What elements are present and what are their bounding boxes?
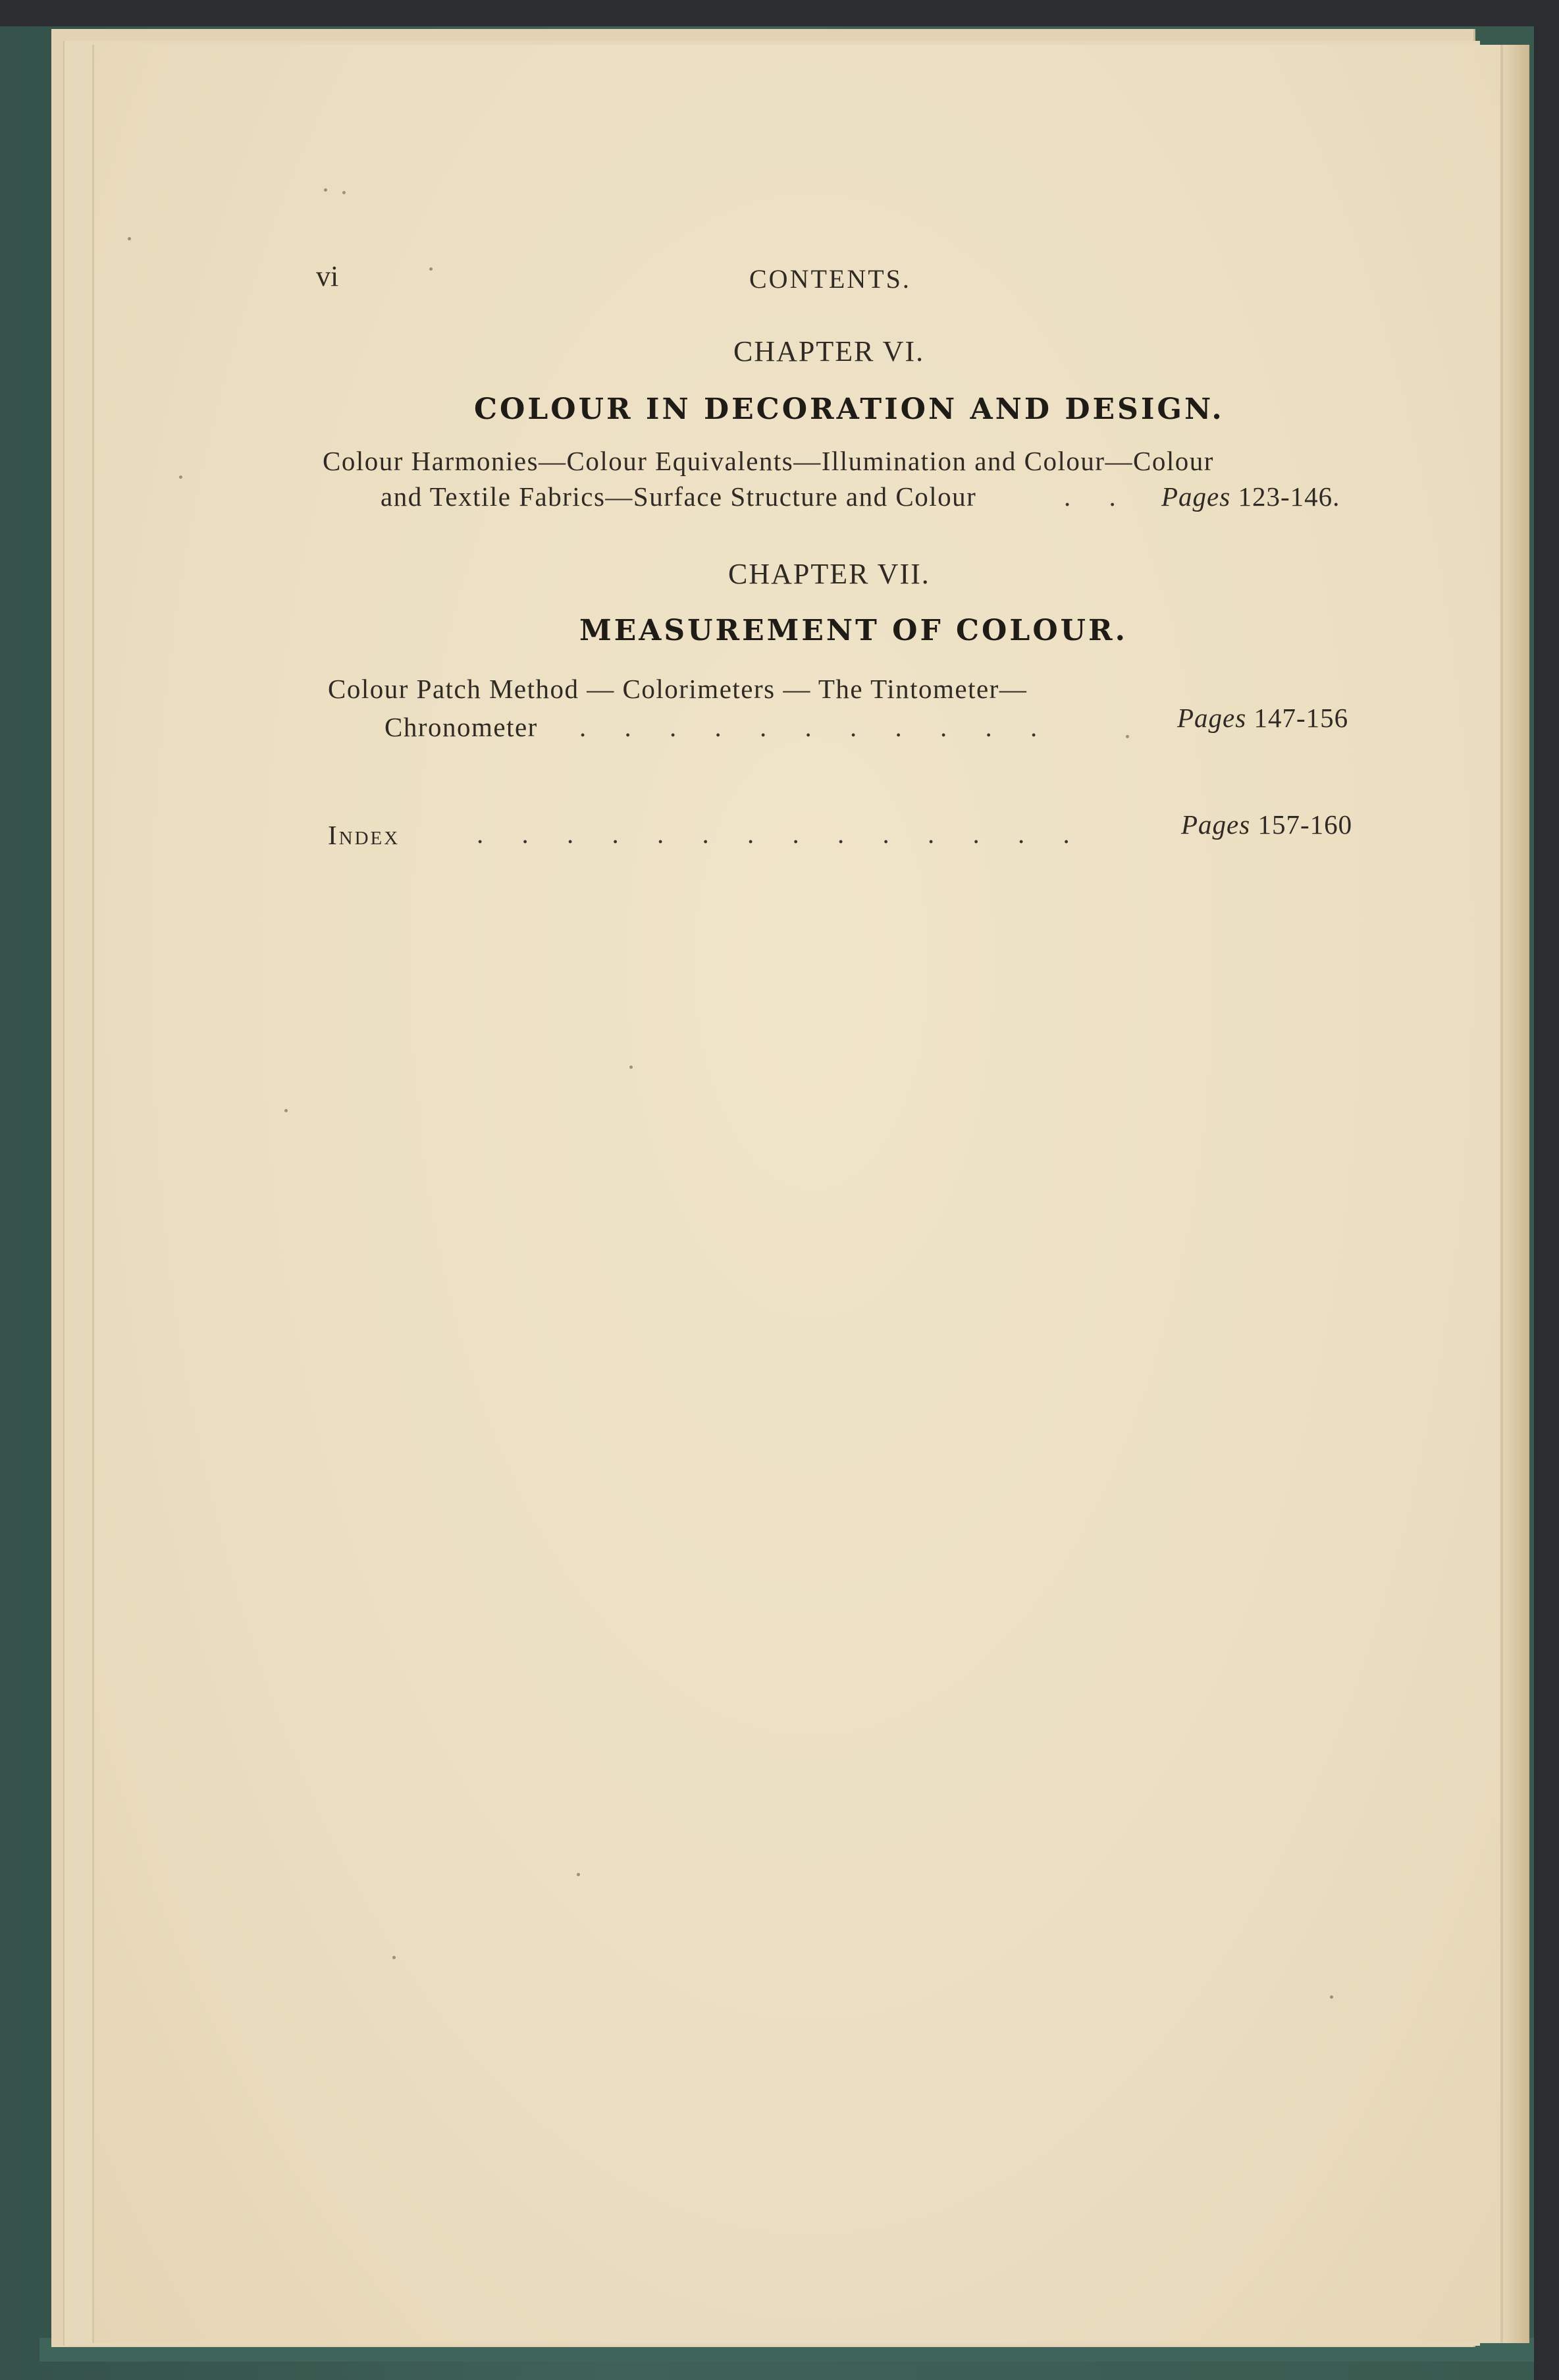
chapter-6-summary-line-1: Colour Harmonies—Colour Equivalents—Illumination and Colour—Colour (323, 446, 1214, 476)
paper-speck (128, 237, 131, 240)
paper-speck (429, 267, 433, 271)
paper-speck (1330, 1995, 1333, 1999)
paper-speck (342, 191, 346, 194)
index-pages-label: Pages (1181, 809, 1251, 840)
chapter-7-pages (1177, 705, 1348, 732)
chapter-7-pages-range: 147-156 (1254, 703, 1349, 733)
paper-speck (179, 475, 182, 479)
page-gutter (1503, 45, 1529, 2343)
index-label: Index (328, 820, 400, 850)
page-number: vi (316, 260, 339, 292)
page-fold (1500, 45, 1503, 2343)
index-dot-leaders: . . . . . . . . . . . . . . (477, 819, 1086, 849)
chapter-6-pages-range: 123-146. (1238, 481, 1340, 512)
chapter-6-dot-leaders: . . (1064, 481, 1132, 512)
chapter-7-summary-line-1: Colour Patch Method — Colorimeters — The Tintometer— (328, 674, 1028, 704)
paper-speck (629, 1066, 633, 1069)
chapter-7-pages-label: Pages (1177, 703, 1247, 733)
index-pages-range: 157-160 (1257, 809, 1353, 840)
chapter-6-pages-label: Pages (1161, 481, 1231, 512)
paper-speck (284, 1109, 288, 1112)
paper-speck (324, 188, 327, 192)
chapter-6-pages (1161, 483, 1340, 510)
running-head: CONTENTS. (749, 264, 911, 294)
chapter-6-title: COLOUR IN DECORATION AND DESIGN. (474, 392, 1225, 426)
paper-speck (1126, 735, 1129, 738)
chapter-6-label: CHAPTER VI. (733, 335, 925, 367)
index-pages (1181, 811, 1352, 838)
chapter-6-summary-line-2: and Textile Fabrics—Surface Structure and Colour (381, 481, 977, 512)
chapter-7-summary-line-2: Chronometer (384, 712, 538, 742)
chapter-7-title: MEASUREMENT OF COLOUR. (579, 614, 1128, 647)
chapter-7-label: CHAPTER VII. (728, 558, 930, 590)
chapter-7-dot-leaders: . . . . . . . . . . . (579, 712, 1053, 742)
paper-speck (392, 1956, 396, 1959)
paper-speck (577, 1873, 580, 1876)
contents-page (92, 45, 1529, 2343)
